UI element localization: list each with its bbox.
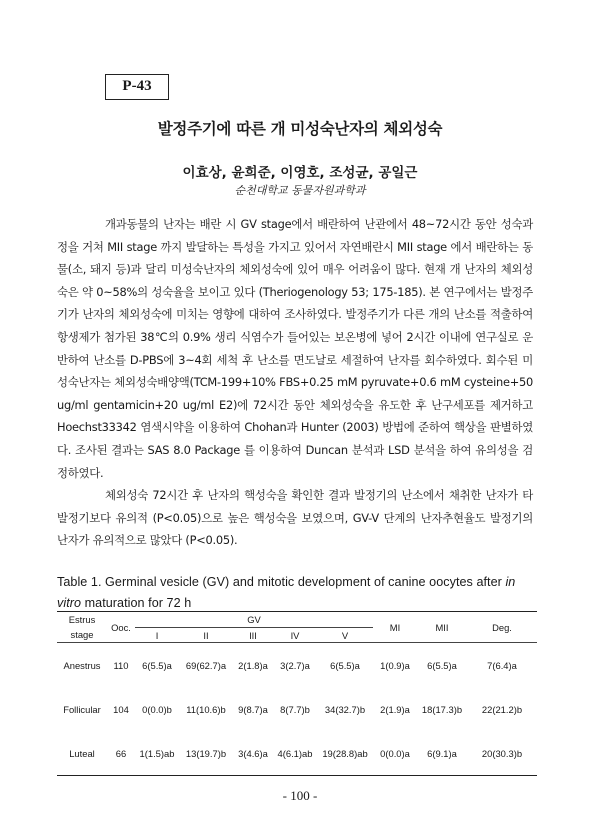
cell: 2(1.9)a xyxy=(380,703,410,715)
cell: 69(62.7)a xyxy=(185,659,227,671)
header-stage: stage xyxy=(57,628,107,643)
abstract-body xyxy=(57,213,533,552)
cell: 8(7.7)b xyxy=(280,703,310,715)
cell: 3(2.7)a xyxy=(280,659,310,671)
row-ooc: 66 xyxy=(107,731,135,776)
results-table xyxy=(57,611,537,776)
row-stage: Follicular xyxy=(63,703,101,715)
cell: 6(5.5)a xyxy=(142,659,172,671)
table-row xyxy=(57,687,537,731)
affiliation: 순천대학교 동물자원과학과 xyxy=(234,184,366,197)
table-caption xyxy=(57,572,537,614)
header-ooc: Ooc. xyxy=(107,612,135,643)
cell: 18(17.3)b xyxy=(421,703,463,715)
table-caption-suffix: maturation for 72 h xyxy=(81,596,192,610)
cell: 0(0.0)a xyxy=(373,731,417,776)
cell: 7(6.4)a xyxy=(487,659,517,671)
cell: 0(0.0)b xyxy=(142,703,172,715)
cell: 6(5.5)a xyxy=(427,659,457,671)
paper-title: 발정주기에 따른 개 미성숙난자의 체외성숙 xyxy=(157,120,443,138)
header-gv-iv: IV xyxy=(273,628,317,643)
author-list: 이효상, 윤희준, 이영호, 조성균, 공일근 xyxy=(182,165,418,181)
row-ooc: 104 xyxy=(113,703,129,715)
table-caption-prefix: Table 1. Germinal vesicle (GV) and mitotic development of canine oocytes after xyxy=(57,575,506,589)
table-row xyxy=(57,643,537,688)
cell: 34(32.7)b xyxy=(324,703,366,715)
table-caption-italic: in vitro xyxy=(57,575,516,610)
header-gv-i: I xyxy=(135,628,179,643)
row-ooc: 110 xyxy=(113,659,129,671)
cell: 6(9.1)a xyxy=(417,731,467,776)
poster-number-badge: P-43 xyxy=(105,74,169,100)
row-stage: Anestrus xyxy=(63,659,101,671)
cell: 3(4.6)a xyxy=(233,731,273,776)
header-mi: MI xyxy=(373,612,417,643)
cell: 2(1.8)a xyxy=(238,659,268,671)
abstract-paragraph-results: 체외성숙 72시간 후 난자의 핵성숙을 확인한 결과 발정기의 난소에서 채취한 난자가 타 발정기보다 유의적 (P<0.05)으로 높은 핵성숙을 보였으며, GV-V 단계의 난자추현율도 발정기의 난자가 유의적으로 많았다 (P<0.05). xyxy=(57,488,533,548)
cell: 6(5.5)a xyxy=(330,659,360,671)
abstract-paragraph-methods: 개과동물의 난자는 배란 시 GV stage에서 배란하여 난관에서 48~72시간 동안 성숙과정을 거쳐 MII stage 까지 발달하는 특성을 가지고 있어서 자연배란시 MII stage 에서 배란하는 동물(소, 돼지 등)과 달리 미성숙난자의 체외성숙에 있어 매우 어려움이 많다. 현재 개 난자의 체외성숙은 약 0~58%의 성숙율을 보이고 있다 (Theriogenology 53; 175-185). 본 연구에서는 발정주기가 난자의 체외성숙에 미치는 영향에 대하여 조사하였다. 발정주기가 다른 개의 난소를 적출하여 항생제가 첨가된 38℃의 0.9% 생리 식염수가 들어있는 보온병에 넣어 2시간 이내에 연구실로 운반하여 난소를 D-PBS에 3~4회 세척 후 난소를 면도날로 세절하여 난자를 회수하였다. 회수된 미성숙난자는 체외성숙배양액(TCM-199+10% FBS+0.25 mM pyruvate+0.6 mM cysteine+50 ug/ml gentamicin+20 ug/ml E2)에 72시간 동안 체외성숙을 유도한 후 난구세포를 제거하고 Hoechst33342 염색시약을 이용하여 Chohan과 Hunter (2003) 방법에 준하여 핵상을 판별하였다. 조사된 결과는 SAS 8.0 Package 를 이용하여 Duncan 분석과 LSD 분석을 하여 유의성을 검정하였다. xyxy=(57,217,533,480)
page-number: - 100 - xyxy=(282,788,318,803)
cell: 13(19.7)b xyxy=(179,731,233,776)
header-gv: GV xyxy=(135,612,373,628)
cell: 22(21.2)b xyxy=(481,703,523,715)
cell: 20(30.3)b xyxy=(467,731,537,776)
table-row xyxy=(57,731,537,776)
header-mii: MII xyxy=(417,612,467,643)
row-stage: Luteal xyxy=(57,731,107,776)
header-gv-v: V xyxy=(317,628,373,643)
cell: 1(1.5)ab xyxy=(135,731,179,776)
header-gv-iii: III xyxy=(233,628,273,643)
header-deg: Deg. xyxy=(467,612,537,643)
cell: 9(8.7)a xyxy=(238,703,268,715)
cell: 11(10.6)b xyxy=(186,703,226,715)
cell: 4(6.1)ab xyxy=(273,731,317,776)
header-estrus: Estrus xyxy=(57,612,107,628)
header-gv-ii: II xyxy=(179,628,233,643)
cell: 1(0.9)a xyxy=(380,659,410,671)
cell: 19(28.8)ab xyxy=(317,731,373,776)
